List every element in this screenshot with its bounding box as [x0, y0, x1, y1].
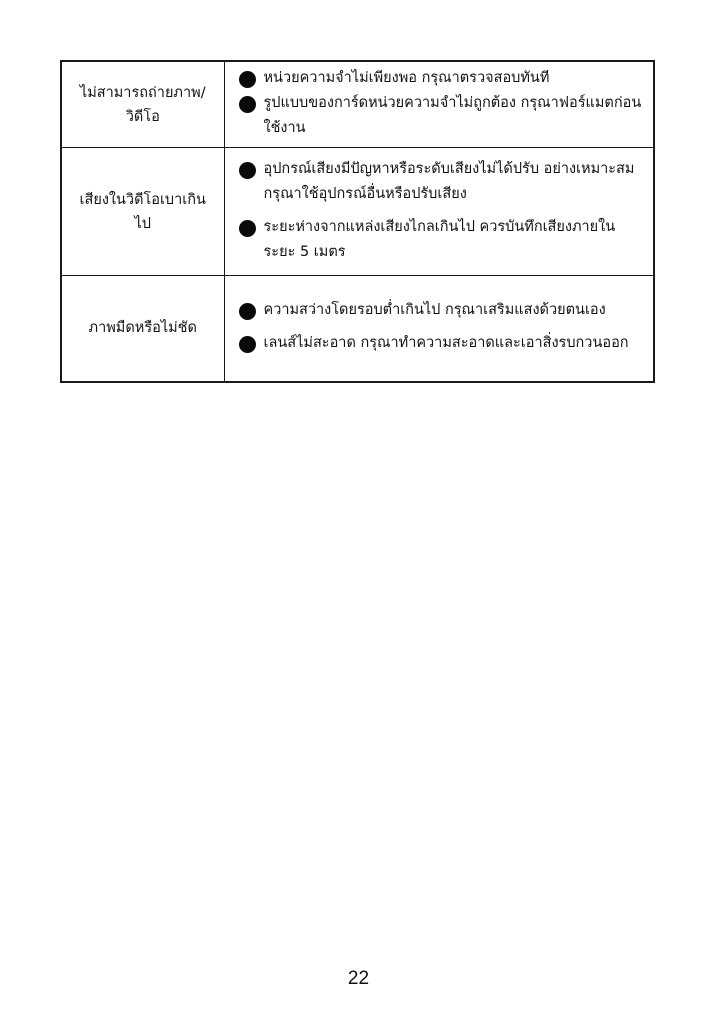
problem-cell	[61, 276, 224, 382]
problem-text: เสียงในวิดีโอเบาเกินไป	[79, 191, 206, 232]
bullet-icon	[239, 96, 256, 113]
solution-item	[239, 66, 644, 91]
page-number: 22	[347, 968, 370, 989]
solution-text: อุปกรณ์เสียงมีปัญหาหรือระดับเสียงไม่ได้ปรับ อย่างเหมาะสม กรุณาใช้อุปกรณ์อื่นหรือปรับเสียง	[263, 160, 635, 202]
solution-text: เลนส์ไม่สะอาด กรุณาทำความสะอาดและเอาสิ่งรบกวนออก	[263, 335, 629, 352]
solution-item	[239, 91, 644, 141]
problem-text: ภาพมืดหรือไม่ชัด	[88, 320, 197, 337]
bullet-icon	[239, 303, 256, 320]
solution-cell	[224, 61, 654, 148]
solution-item	[239, 157, 644, 207]
solution-text: ระยะห่างจากแหล่งเสียงไกลเกินไป ควรบันทึกเสียงภายในระยะ 5 เมตร	[263, 218, 616, 260]
bullet-icon	[239, 336, 256, 353]
solution-item	[239, 331, 644, 356]
solution-text: หน่วยความจำไม่เพียงพอ กรุณาตรวจสอบทันที	[263, 70, 550, 86]
solution-cell	[224, 276, 654, 382]
problem-cell	[61, 148, 224, 276]
table-row	[61, 148, 654, 276]
bullet-icon	[239, 220, 256, 237]
solution-text: รูปแบบของการ์ดหน่วยความจำไม่ถูกต้อง กรุณาฟอร์แมตก่อนใช้งาน	[263, 95, 642, 136]
solution-item	[239, 215, 644, 265]
problem-text: ไม่สามารถถ่ายภาพ/วิดีโอ	[79, 84, 206, 125]
solution-item	[239, 298, 644, 323]
table-row	[61, 276, 654, 382]
troubleshooting-table	[60, 60, 655, 383]
solution-text: ความสว่างโดยรอบต่ำเกินไป กรุณาเสริมแสงด้วยตนเอง	[263, 302, 606, 319]
problem-cell	[61, 61, 224, 148]
bullet-icon	[239, 71, 256, 88]
table-row	[61, 61, 654, 148]
bullet-icon	[239, 162, 256, 179]
solution-cell	[224, 148, 654, 276]
